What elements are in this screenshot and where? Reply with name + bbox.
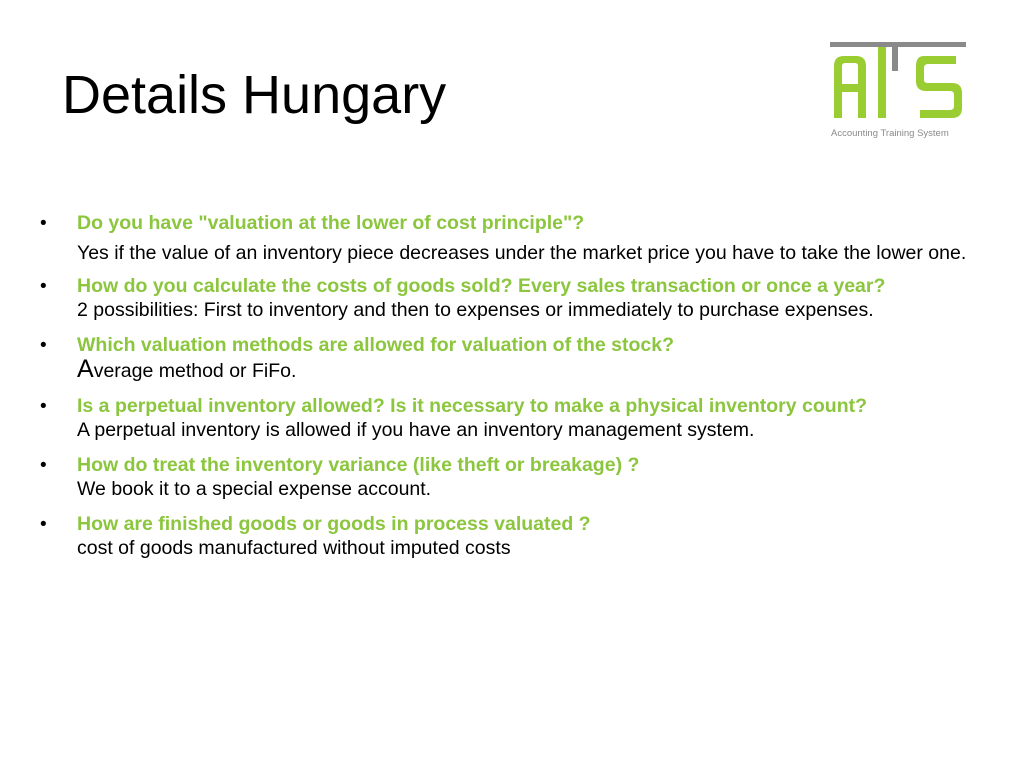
answer-rest: verage method or FiFo. — [93, 360, 297, 382]
bullet: • — [40, 276, 47, 297]
bullet: • — [40, 213, 47, 234]
question-text: How do you calculate the costs of goods sold? Every sales transaction or once a year? — [77, 275, 886, 297]
question-text: Do you have "valuation at the lower of cost principle"? — [77, 212, 585, 234]
answer-text: A perpetual inventory is allowed if you have an inventory management system. — [77, 419, 755, 441]
list-item — [40, 513, 970, 560]
list-item — [40, 212, 970, 265]
question-text: How are finished goods or goods in process valuated ? — [77, 513, 591, 535]
list-item — [40, 334, 970, 383]
answer-text — [77, 357, 970, 383]
bullet: • — [40, 514, 47, 535]
bullet: • — [40, 455, 47, 476]
question-text: How do treat the inventory variance (like theft or breakage) ? — [77, 454, 640, 476]
list-item — [40, 275, 970, 322]
bullet: • — [40, 396, 47, 417]
question-text: Which valuation methods are allowed for valuation of the stock? — [77, 334, 674, 356]
answer-text: cost of goods manufactured without imputed costs — [77, 537, 511, 559]
answer-first-letter: A — [77, 355, 94, 383]
question-text: Is a perpetual inventory allowed? Is it necessary to make a physical inventory count? — [77, 395, 868, 417]
list-item — [40, 395, 970, 442]
faq-list — [40, 212, 970, 560]
logo-caption: Accounting Training System — [831, 128, 949, 139]
answer-text: Yes if the value of an inventory piece decreases under the market price you have to take the lower one. — [77, 242, 967, 264]
list-item — [40, 454, 970, 501]
answer-text: 2 possibilities: First to inventory and then to expenses or immediately to purchase expenses. — [77, 299, 874, 321]
slide-title: Details Hungary — [62, 65, 447, 125]
answer-text: We book it to a special expense account. — [77, 478, 432, 500]
bullet: • — [40, 335, 47, 356]
